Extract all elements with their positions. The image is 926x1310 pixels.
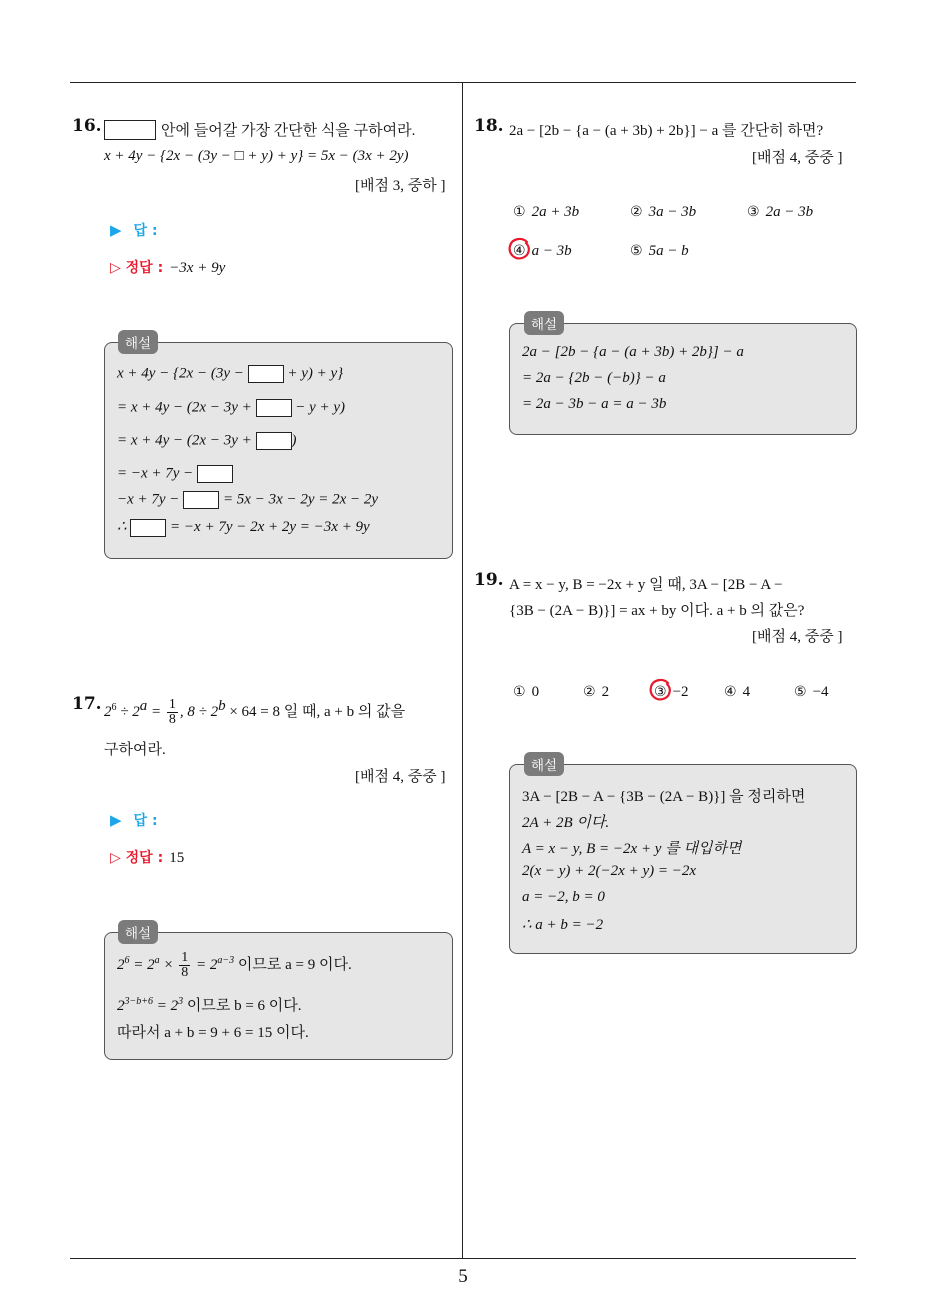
q17-number: 17.	[72, 694, 102, 714]
top-rule	[70, 82, 856, 83]
q18-sol-line-2: = 2a − {2b − (−b)} − a	[522, 370, 666, 386]
q16-correct-value: −3x + 9y	[169, 260, 226, 276]
q16-sol-line-3b: )	[291, 432, 297, 449]
q17-sol-line-3: 따라서 a + b = 9 + 6 = 15 이다.	[117, 1025, 309, 1041]
q17-answer-row	[110, 810, 158, 830]
q19-choice-4[interactable]: ④ 4	[724, 684, 751, 700]
q17-fraction: $\frac{1}{8}$	[168, 697, 176, 728]
q19-sol-line-4: 2(x − y) + 2(−2x + y) = −2x	[522, 863, 697, 879]
q16-blank-box	[104, 119, 156, 140]
q17-correct-value: 15	[169, 850, 185, 866]
q17-correct-label: 정답 :	[125, 850, 164, 866]
q18-choice-5[interactable]: ⑤ 5a − b	[630, 243, 689, 259]
q16-sol-line-1a: x + 4y − {2x − (3y −	[117, 365, 248, 382]
q16-sol-line-6b: = −x + 7y − 2x + 2y = −3x + 9y	[166, 519, 370, 535]
q16-answer-row	[110, 220, 158, 240]
q16-sol-line-5b: = 5x − 3x − 2y = 2x − 2y	[219, 491, 379, 508]
q18-choice-3[interactable]: ③ 2a − 3b	[747, 204, 814, 220]
q19-prompt-line2: {3B − (2A − B)}] = ax + by 이다. a + b 의 값은?	[509, 603, 805, 619]
q18-selected-mark-icon	[507, 236, 533, 262]
q17-correct-row	[110, 847, 184, 867]
q18-number: 18.	[474, 116, 504, 136]
q19-solution-tab: 해설	[524, 752, 564, 776]
q18-sol-line-3: = 2a − 3b − a = a − 3b	[522, 396, 667, 412]
q16-meta: [배점 3, 중하 ]	[355, 178, 446, 194]
outline-play-icon: ▷	[110, 260, 121, 276]
q18-choice-4[interactable]: ④ a − 3b	[513, 243, 572, 259]
q16-answer-label: 답 :	[133, 223, 158, 239]
play-icon: ▶	[110, 811, 122, 829]
q16-sol-line-2a: = x + 4y − (2x − 3y +	[117, 399, 256, 416]
q16-number: 16.	[72, 116, 102, 136]
bottom-rule	[70, 1258, 856, 1259]
q16-sol-line-2b: − y + y)	[291, 399, 346, 416]
q19-choice-3[interactable]: ③ −2	[654, 684, 689, 700]
q18-solution-tab: 해설	[524, 311, 564, 335]
q19-sol-line-6: ∴ a + b = −2	[522, 917, 604, 933]
q16-correct-label: 정답 :	[125, 260, 164, 276]
q19-sol-line-5: a = −2, b = 0	[522, 889, 605, 905]
q19-meta: [배점 4, 중중 ]	[752, 629, 843, 645]
page-number: 5	[458, 1266, 468, 1287]
q18-choice-1[interactable]: ① 2a + 3b	[513, 204, 580, 220]
q17-meta: [배점 4, 중중 ]	[355, 769, 446, 785]
q16-sol-line-1b: + y) + y}	[283, 365, 344, 382]
q16-sol-box-5	[183, 491, 219, 509]
q18-choice-2[interactable]: ② 3a − 3b	[630, 204, 697, 220]
q17-sol-line-2: $2^{3-b+6} = 2^3$ 이므로 b = 6 이다.	[117, 996, 302, 1014]
q16-solution-tab: 해설	[118, 330, 158, 354]
q19-sol-line-1: 3A − [2B − A − {3B − (2A − B)}] 을 정리하면	[522, 789, 806, 805]
q19-sol-line-3: A = x − y, B = −2x + y 를 대입하면	[522, 841, 742, 857]
q17-prompt-line2: 구하여라.	[104, 742, 166, 758]
q16-sol-box-2	[256, 399, 292, 417]
q19-choice-2[interactable]: ② 2	[583, 684, 610, 700]
q17-solution-tab: 해설	[118, 920, 158, 944]
play-icon: ▶	[110, 221, 122, 239]
q16-sol-line-4: = −x + 7y −	[117, 465, 198, 482]
q19-choice-5[interactable]: ⑤ −4	[794, 684, 829, 700]
q19-choice-1[interactable]: ① 0	[513, 684, 540, 700]
q16-sol-box-4	[197, 465, 233, 483]
q17-solution-box	[104, 932, 453, 1060]
column-divider	[462, 83, 463, 1259]
q16-sol-line-6a: ∴	[117, 519, 131, 535]
q16-correct-row	[110, 257, 225, 277]
q16-sol-box-3	[256, 432, 292, 450]
q19-selected-mark-icon	[648, 677, 674, 703]
q19-sol-line-2: 2A + 2B 이다.	[522, 815, 610, 831]
q19-prompt-line1: A = x − y, B = −2x + y 일 때, 3A − [2B − A −	[509, 577, 783, 593]
q16-prompt: 안에 들어갈 가장 간단한 식을 구하여라.	[161, 123, 416, 139]
q16-sol-line-3a: = x + 4y − (2x − 3y +	[117, 432, 256, 449]
q18-prompt: 2a − [2b − {a − (a + 3b) + 2b}] − a 를 간단히 하면?	[509, 123, 824, 139]
outline-play-icon: ▷	[110, 850, 121, 866]
q19-solution-box	[509, 764, 857, 954]
q19-number: 19.	[474, 570, 504, 590]
q16-sol-box-1	[248, 365, 284, 383]
q16-sol-line-5a: −x + 7y −	[117, 491, 184, 508]
q18-solution-box	[509, 323, 857, 435]
q16-equation: x + 4y − {2x − (3y − □ + y) + y} = 5x − (3x + 2y)	[104, 148, 409, 164]
q16-sol-box-6	[130, 519, 166, 537]
q17-answer-label: 답 :	[133, 813, 158, 829]
q18-sol-line-1: 2a − [2b − {a − (a + 3b) + 2b}] − a	[522, 344, 744, 360]
q17-prompt: $2^6 \div 2^a$ = $\frac{1}{8}$ , $8 \div 2^b \times 64 = 8$ 일 때, a + b 의 값을	[104, 697, 406, 728]
q16-solution-box	[104, 342, 453, 559]
q17-sol-line-1: $2^6 = 2^a$ × $\frac{1}{8}$ = $2^{a-3}$ 이므로 a = 9 이다.	[117, 950, 352, 980]
q18-meta: [배점 4, 중중 ]	[752, 150, 843, 166]
